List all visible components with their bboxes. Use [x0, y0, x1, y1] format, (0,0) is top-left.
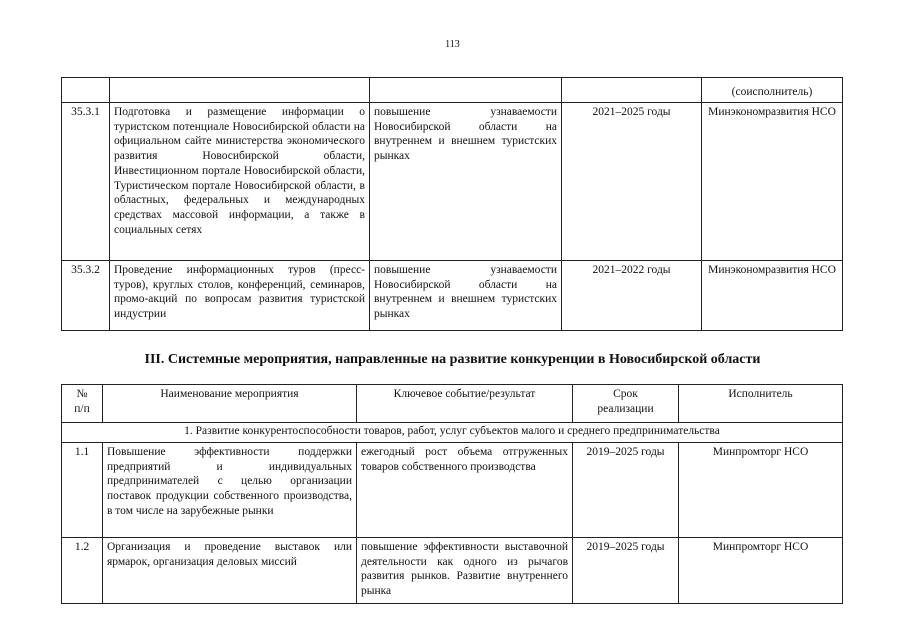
table-cell	[62, 78, 110, 103]
table-cell	[562, 78, 702, 103]
header-num: № п/п	[62, 385, 103, 423]
executor: Минпромторг НСО	[679, 538, 843, 604]
executor: Минэкономразвития НСО	[702, 103, 843, 261]
table-cell	[370, 78, 562, 103]
term: 2021–2025 годы	[562, 103, 702, 261]
table-header-row	[62, 385, 843, 423]
header-result: Ключевое событие/результат	[357, 385, 573, 423]
term: 2021–2022 годы	[562, 261, 702, 331]
page-number: 113	[445, 39, 460, 50]
key-result: повышение эффективности выставочной деятельности как одного из рычагов развития рынков. Развитие внутреннего рынка	[357, 538, 573, 604]
row-number: 1.2	[62, 538, 103, 604]
activity-name: Организация и проведение выставок или ярмарок, организация деловых миссий	[103, 538, 357, 604]
header-term: Срок реализации	[573, 385, 679, 423]
key-result: повышение узнаваемости Новосибирской области на внутреннем и внешнем туристских рынках	[370, 261, 562, 331]
executor: Минпромторг НСО	[679, 443, 843, 538]
table-cell	[110, 78, 370, 103]
table-row	[62, 103, 843, 261]
term: 2019–2025 годы	[573, 538, 679, 604]
header-executor: Исполнитель	[679, 385, 843, 423]
table-row	[62, 261, 843, 331]
table-row	[62, 78, 843, 103]
activity-name: Проведение информационных туров (пресс-туров), круглых столов, конференций, семинаров, промо-акций по вопросам развития туристской индустрии	[110, 261, 370, 331]
term: 2019–2025 годы	[573, 443, 679, 538]
row-number: 35.3.1	[62, 103, 110, 261]
key-result: ежегодный рост объема отгруженных товаров собственного производства	[357, 443, 573, 538]
header-name: Наименование мероприятия	[103, 385, 357, 423]
row-number: 1.1	[62, 443, 103, 538]
activity-name: Подготовка и размещение информации о туристском потенциале Новосибирской области на официальном сайте министерства экономического развития Новосибирской области, Инвестиционном портале Новосибирской области, Туристическом портале Новосибирской области, в областных, федеральных и международных средствах массовой информации, а также в социальных сетях	[110, 103, 370, 261]
executor: Минэкономразвития НСО	[702, 261, 843, 331]
row-number: 35.3.2	[62, 261, 110, 331]
table-row	[62, 538, 843, 604]
group-row	[62, 423, 843, 443]
section-heading: III. Системные мероприятия, направленные на развитие конкуренции в Новосибирской области	[144, 352, 761, 367]
group-title: 1. Развитие конкурентоспособности товаров, работ, услуг субъектов малого и среднего предпринимательства	[62, 423, 843, 443]
table-row	[62, 443, 843, 538]
key-result: повышение узнаваемости Новосибирской области на внутреннем и внешнем туристских рынках	[370, 103, 562, 261]
activity-name: Повышение эффективности поддержки предприятий и индивидуальных предпринимателей с целью организации поставок продукции собственного производства, в том числе на зарубежные рынки	[103, 443, 357, 538]
competition-activities-table	[61, 384, 843, 604]
activities-table-continued	[61, 77, 843, 331]
co-executor-cell: (соисполнитель)	[702, 78, 843, 103]
